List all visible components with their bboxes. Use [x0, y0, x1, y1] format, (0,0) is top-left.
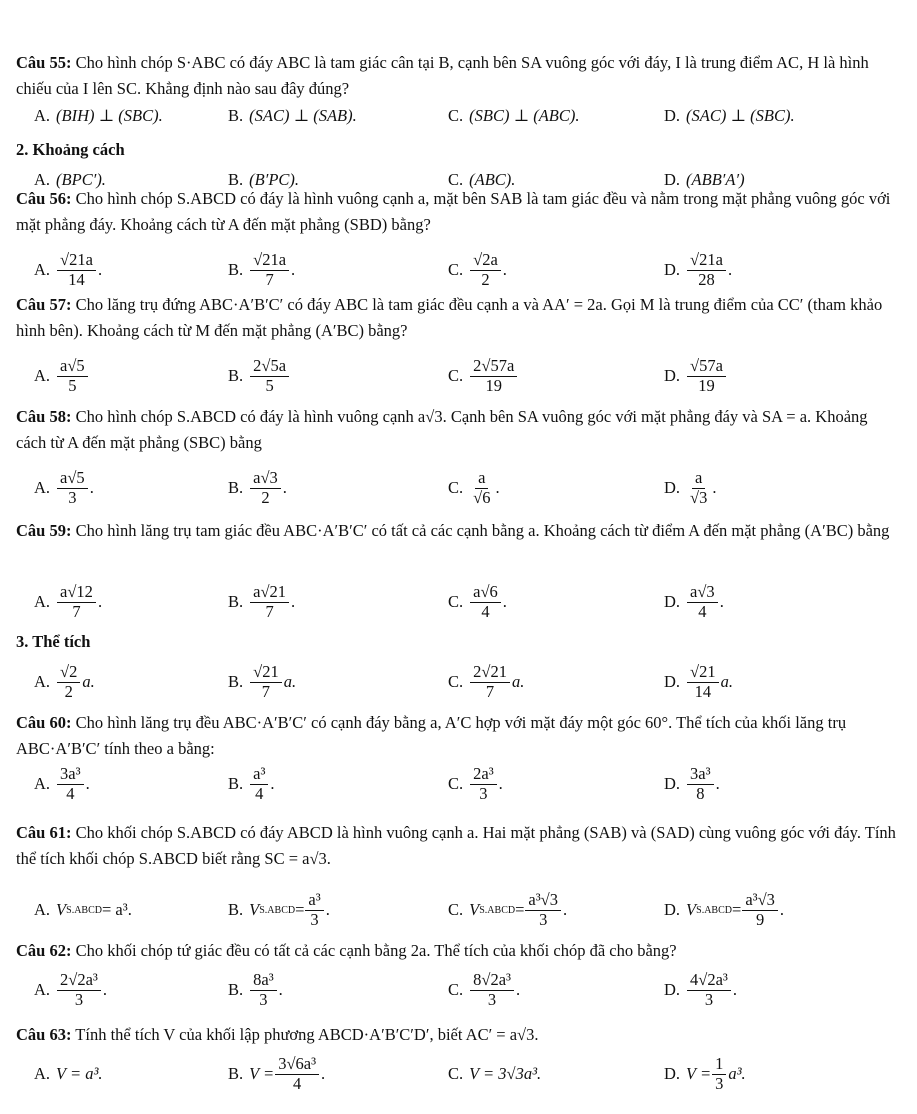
fraction: $\frac{√21a}{7}$ — [250, 251, 289, 290]
question-label: Câu 58: — [16, 407, 72, 426]
option-d[interactable]: D. $\frac{\text{4√2a³}}{3}$ . — [664, 969, 737, 1009]
option-d[interactable]: D. V S.ABCD = $\frac{\text{a³√3}}{9}$ . — [664, 889, 785, 929]
options-55 — [0, 94, 917, 138]
option-b[interactable]: B. (SAC) ⊥ (SAB). — [228, 106, 357, 125]
fraction: $\frac{a√3}{2}$ — [250, 469, 281, 508]
option-b[interactable]: B. $\frac{\text{a³}}{4}$ . — [228, 763, 275, 803]
question-text: Cho hình chóp S·ABC có đáy ABC là tam giác cân tại B, cạnh bên SA vuông góc với đáy, I là trung điểm AC, H là hình chiếu của I lên SC. Khẳng định nào sau đây đúng? — [16, 53, 869, 99]
option-b[interactable]: B. $\frac{√21}{7}$ a. — [228, 661, 297, 701]
options-59 — [0, 580, 917, 624]
fraction: $\frac{a√6}{4}$ — [470, 583, 501, 622]
options-56 — [0, 248, 917, 292]
option-d[interactable]: D. (SAC) ⊥ (SBC). — [664, 106, 795, 125]
question-56 — [16, 186, 899, 238]
option-c[interactable]: C. $\frac{2√57a}{19}$ — [448, 354, 519, 398]
question-label: Câu 59: — [16, 521, 72, 540]
option-a[interactable]: A. $\frac{a√5}{3}$ . — [34, 467, 94, 507]
question-text: Cho hình chóp S.ABCD có đáy là hình vuông cạnh a, mặt bên SAB là tam giác đều và nằm trong mặt phẳng vuông góc với mặt phẳng đáy. Khoảng cách từ A đến mặt phẳng (SBD) bằng? — [16, 189, 891, 235]
option-a[interactable]: A. $\frac{\text{2√2a³}}{3}$ . — [34, 969, 107, 1009]
fraction: $\frac{2√21}{7}$ — [470, 663, 510, 702]
fraction: $\frac{\text{4√2a³}}{3}$ — [687, 971, 731, 1010]
option-a[interactable]: A. (BPC′). — [34, 170, 106, 189]
option-c[interactable]: C. (ABC). — [448, 170, 516, 189]
option-c[interactable]: C. (SBC) ⊥ (ABC). — [448, 106, 580, 125]
question-62 — [16, 938, 899, 964]
question-label: Câu 63: — [16, 1025, 72, 1044]
option-a[interactable]: A. $\frac{√2}{2}$ a. — [34, 661, 95, 701]
question-text: Cho khối chóp S.ABCD có đáy ABCD là hình vuông cạnh a. Hai mặt phẳng (SAB) và (SAD) cùng vuông góc với đáy. Tính thể tích khối chóp S.ABCD biết rằng SC = a√3. — [16, 823, 896, 869]
option-a[interactable]: A. $\frac{√21a}{14}$ . — [34, 249, 103, 289]
option-c[interactable]: C. $\frac{\text{8√2a³}}{3}$ . — [448, 969, 521, 1009]
fraction: $\frac{√2}{2}$ — [57, 663, 80, 702]
option-a[interactable]: A. V = a³. — [34, 1064, 103, 1083]
question-label: Câu 55: — [16, 53, 72, 72]
options-57 — [0, 354, 917, 398]
options-58 — [0, 466, 917, 510]
fraction: $\frac{1}{3}$ — [712, 1055, 726, 1094]
option-d[interactable]: D. V = $\frac{1}{3}$ a³. — [664, 1053, 746, 1093]
option-b[interactable]: B. (B′PC). — [228, 170, 300, 189]
option-c[interactable]: C. $\frac{√2a}{2}$ . — [448, 249, 507, 289]
fraction: $\frac{a√21}{7}$ — [250, 583, 289, 622]
fraction: $\frac{2√57a}{19}$ — [470, 357, 517, 396]
question-60 — [16, 710, 899, 762]
option-d[interactable]: D. (ABB′A′) — [664, 170, 745, 189]
option-c[interactable]: C. V S.ABCD = $\frac{\text{a³√3}}{3}$ . — [448, 889, 568, 929]
option-c[interactable]: C. V = 3√3a³. — [448, 1064, 542, 1083]
question-text: Cho hình lăng trụ tam giác đều ABC·A′B′C′ có tất cả các cạnh bằng a. Khoảng cách từ điểm A đến mặt phẳng (A′BC) bằng — [75, 521, 890, 540]
option-c[interactable]: C. $\frac{\text{2a³}}{3}$ . — [448, 763, 503, 803]
fraction: $\frac{\text{3a³}}{8}$ — [687, 765, 714, 804]
option-a[interactable]: A. $\frac{a√12}{7}$ . — [34, 581, 103, 621]
section-title-volume: 3. Thể tích — [16, 632, 91, 651]
option-a[interactable]: A. V S.ABCD = a³. — [34, 900, 132, 919]
fraction: $\frac{√21}{14}$ — [687, 663, 719, 702]
question-63 — [16, 1022, 899, 1048]
option-d[interactable]: D. $\frac{√21}{14}$ a. — [664, 661, 733, 701]
options-63 — [0, 1052, 917, 1096]
question-label: Câu 57: — [16, 295, 72, 314]
fraction: $\frac{√21a}{28}$ — [687, 251, 726, 290]
fraction: $\frac{\text{8√2a³}}{3}$ — [470, 971, 514, 1010]
question-label: Câu 56: — [16, 189, 72, 208]
options-62 — [0, 968, 917, 1012]
fraction: $\frac{\text{2√2a³}}{3}$ — [57, 971, 101, 1010]
option-c[interactable]: C. $\frac{a}{√6}$ . — [448, 467, 500, 507]
option-a[interactable]: A. $\frac{a√5}{5}$ — [34, 354, 90, 398]
option-d[interactable]: D. $\frac{\text{3a³}}{8}$ . — [664, 763, 720, 803]
fraction: $\frac{√57a}{19}$ — [687, 357, 726, 396]
fraction: $\frac{\text{8a³}}{3}$ — [250, 971, 277, 1010]
question-label: Câu 60: — [16, 713, 72, 732]
fraction: $\frac{√21a}{14}$ — [57, 251, 96, 290]
options-60 — [0, 762, 917, 806]
fraction: $\frac{√21}{7}$ — [250, 663, 282, 702]
question-59 — [16, 518, 899, 544]
fraction: $\frac{\text{a³√3}}{9}$ — [742, 891, 778, 930]
fraction: $\frac{a√5}{5}$ — [57, 357, 88, 396]
option-b[interactable]: B. $\frac{2√5a}{5}$ — [228, 354, 291, 398]
options-61 — [0, 888, 917, 932]
fraction: $\frac{2√5a}{5}$ — [250, 357, 289, 396]
option-a[interactable]: A. $\frac{\text{3a³}}{4}$ . — [34, 763, 90, 803]
options-section-3 — [0, 660, 917, 704]
option-b[interactable]: B. $\frac{a√21}{7}$ . — [228, 581, 296, 621]
option-b[interactable]: B. $\frac{\text{8a³}}{3}$ . — [228, 969, 283, 1009]
option-c[interactable]: C. $\frac{a√6}{4}$ . — [448, 581, 507, 621]
question-text: Cho hình chóp S.ABCD có đáy là hình vuông cạnh a√3. Cạnh bên SA vuông góc với mặt phẳng đáy và SA = a. Khoảng cách từ A đến mặt phẳng (SBC) bằng — [16, 407, 868, 453]
option-b[interactable]: B. $\frac{√21a}{7}$ . — [228, 249, 296, 289]
fraction: $\frac{a}{√3}$ — [690, 467, 708, 507]
question-text: Cho khối chóp tứ giác đều có tất cả các cạnh bằng 2a. Thể tích của khối chóp đã cho bằng? — [75, 941, 677, 960]
fraction: $\frac{√2a}{2}$ — [470, 251, 501, 290]
fraction: $\frac{a√12}{7}$ — [57, 583, 96, 622]
option-c[interactable]: C. $\frac{2√21}{7}$ a. — [448, 661, 525, 701]
option-b[interactable]: B. V = $\frac{\text{3√6a³}}{4}$ . — [228, 1053, 326, 1093]
question-text: Cho hình lăng trụ đều ABC·A′B′C′ có cạnh đáy bằng a, A′C hợp với mặt đáy một góc 60°. Thể tích của khối lăng trụ ABC·A′B′C′ tính theo a bằng: — [16, 713, 847, 759]
option-d[interactable]: D. $\frac{a√3}{4}$ . — [664, 581, 724, 621]
fraction: $\frac{\text{2a³}}{3}$ — [470, 765, 497, 804]
option-d[interactable]: D. $\frac{√57a}{19}$ — [664, 354, 728, 398]
option-b[interactable]: B. V S.ABCD = $\frac{\text{a³}}{3}$ . — [228, 889, 330, 929]
fraction: $\frac{a√3}{4}$ — [687, 583, 718, 622]
option-b[interactable]: B. $\frac{a√3}{2}$ . — [228, 467, 287, 507]
fraction: $\frac{a√5}{3}$ — [57, 469, 88, 508]
section-title-distance: 2. Khoảng cách — [16, 140, 125, 159]
question-text: Tính thể tích V của khối lập phương ABCD·A′B′C′D′, biết AC′ = a√3. — [75, 1025, 539, 1044]
question-58 — [16, 404, 899, 456]
question-61 — [16, 820, 899, 872]
fraction: $\frac{\text{3a³}}{4}$ — [57, 765, 84, 804]
question-label: Câu 61: — [16, 823, 72, 842]
option-d[interactable]: D. $\frac{a}{√3}$ . — [664, 467, 717, 507]
fraction: $\frac{a}{√6}$ — [473, 467, 491, 507]
question-text: Cho lăng trụ đứng ABC·A′B′C′ có đáy ABC là tam giác đều cạnh a và AA′ = 2a. Gọi M là trung điểm của CC′ (tham khảo hình bên). Khoảng cách từ M đến mặt phẳng (A′BC) bằng? — [16, 295, 883, 341]
fraction: $\frac{\text{3√6a³}}{4}$ — [275, 1055, 319, 1094]
fraction: $\frac{\text{a³}}{3}$ — [305, 891, 323, 930]
fraction: $\frac{\text{a³}}{4}$ — [250, 765, 268, 804]
option-a[interactable]: A. (BIH) ⊥ (SBC). — [34, 106, 163, 125]
question-label: Câu 62: — [16, 941, 72, 960]
question-57 — [16, 292, 899, 344]
option-d[interactable]: D. $\frac{√21a}{28}$ . — [664, 249, 733, 289]
fraction: $\frac{\text{a³√3}}{3}$ — [525, 891, 561, 930]
